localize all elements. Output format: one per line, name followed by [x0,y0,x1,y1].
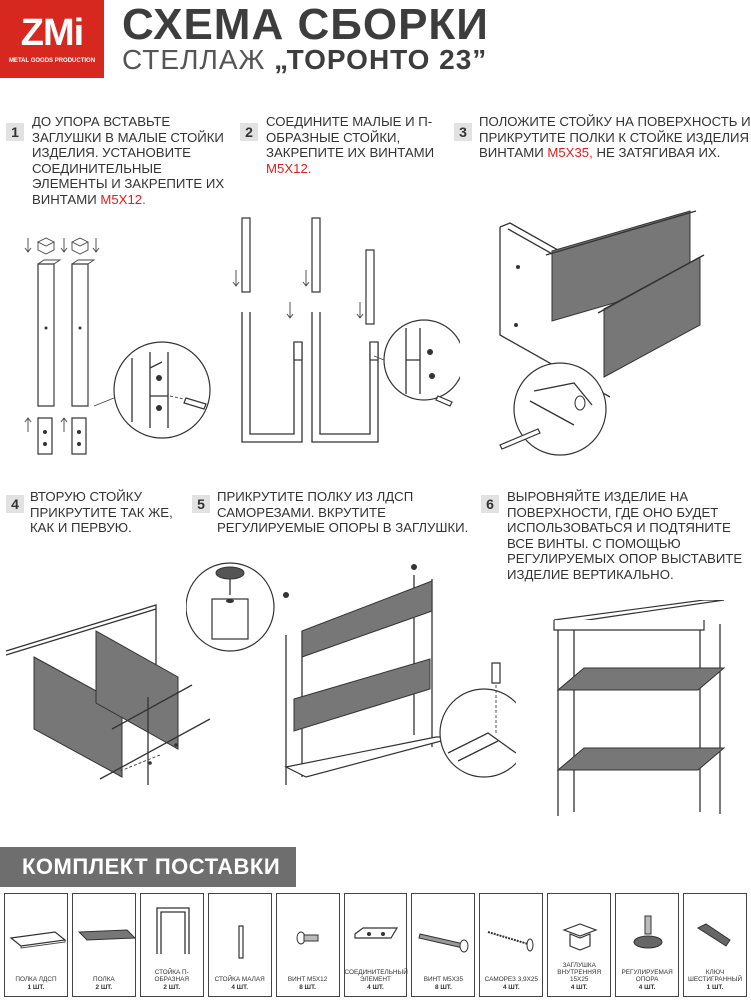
mesh-shelf-icon [73,894,137,964]
subtitle-name: „ТОРОНТО 23” [274,44,488,75]
shelf-board [554,600,724,622]
kit-item-qty: 1 ШТ. [27,983,45,991]
u-post-icon [141,894,205,964]
step-2-text [266,114,446,176]
kit-item-qty: 8 ШТ. [299,983,316,991]
screw-icon [492,663,500,683]
step-6-illustration [548,600,738,820]
shelf-mesh [558,668,724,690]
kit-item-shelf [72,893,136,997]
step-5-illustration [186,555,516,815]
kit-list [4,893,747,997]
step-3-body-after: НЕ ЗАТЯГИВАЯ ИХ. [596,145,721,160]
kit-item-name: СОЕДИНИТЕЛЬНЫЙ ЭЛЕМЕНТ [344,969,408,984]
logo-subtitle: METAL GOODS PRODUCTION [8,58,96,64]
step-1-number: 1 [6,123,24,141]
kit-item-connector [344,893,408,997]
kit-item-screw-m5x35 [411,893,475,997]
kit-item-name: ЗАГЛУШКА ВНУТРЕННЯЯ 15X25 [557,961,602,984]
self-tapping-screw-icon [480,894,544,964]
kit-item-qty: 2 ШТ. [163,983,181,991]
logo-text: ZMi [20,12,84,54]
shelf-mesh [294,659,430,731]
adjustable-foot-icon [616,894,680,964]
kit-item-inner-cap [547,893,611,997]
shelf-mesh [302,581,432,657]
small-post-icon [209,894,273,964]
cap-icon [72,238,88,254]
step-3-highlight: M5X35, [547,145,593,160]
kit-item-qty: 8 ШТ. [435,983,452,991]
screw-m5x35-icon [412,894,476,964]
kit-item-name: ПОЛКА ЛДСП [15,976,57,984]
kit-item-qty: 2 ШТ. [95,983,113,991]
kit-item-small-post [208,893,272,997]
step-1-illustration [20,228,230,468]
brand-logo [0,0,104,78]
kit-item-name: СТОЙКА МАЛАЯ [214,976,265,984]
step-3-body: ПОЛОЖИТЕ СТОЙКУ НА ПОВЕРХНОСТЬ И ПРИКРУТИТЕ ПОЛКИ К СТОЙКЕ ИЗДЕЛИЯ ВИНТАМИ [479,114,751,160]
kit-item-name: ВИНТ M5X35 [423,976,464,984]
kit-item-screw-m5x12 [276,893,340,997]
step-4-number: 4 [6,495,24,513]
step-1-highlight: M5X12. [100,191,146,207]
kit-item-qty: 4 ШТ. [502,983,520,991]
inner-cap-icon [548,894,612,964]
step-2-highlight: M5X12. [266,160,312,176]
kit-item-ldsp-shelf [4,893,68,997]
kit-item-name: САМОРЕЗ 3,9X25 [484,976,538,984]
step-6-number: 6 [481,495,499,513]
kit-item-name: РЕГУЛИРУЕМАЯ ОПОРА [621,969,673,984]
kit-item-hex-key [683,893,747,997]
page-title: СХЕМА СБОРКИ [122,0,489,49]
kit-title: КОМПЛЕКТ ПОСТАВКИ [0,847,296,887]
step-4-text: ВТОРУЮ СТОЙКУ ПРИКРУТИТЕ ТАК ЖЕ, КАК И ПЕРВУЮ. [30,489,173,535]
kit-item-name: ПОЛКА [93,976,115,984]
step-3-illustration [490,205,740,470]
kit-item-name: СТОЙКА П-ОБРАЗНАЯ [154,969,190,984]
hex-key-icon [684,894,748,964]
kit-item-self-tapping-screw [479,893,543,997]
step-5-text: ПРИКРУТИТЕ ПОЛКУ ИЗ ЛДСП САМОРЕЗАМИ. ВКРУТИТЕ РЕГУЛИРУЕМЫЕ ОПОРЫ В ЗАГЛУШКИ. [217,489,469,535]
step-3-text [479,114,751,161]
screw-icon [436,396,452,406]
kit-item-name: ВИНТ M5X12 [287,976,328,984]
kit-item-qty: 4 ШТ. [367,983,384,991]
kit-item-qty: 4 ШТ. [570,983,588,991]
step-2-illustration [210,210,460,460]
kit-item-qty: 4 ШТ. [638,983,656,991]
screw-m5x12-icon [277,894,341,964]
ldsp-shelf-icon [5,894,69,964]
cap-icon [38,238,54,254]
step-3-number: 3 [454,123,472,141]
kit-item-adjustable-foot [615,893,679,997]
kit-item-qty: 4 ШТ. [231,983,249,991]
step-2-body: СОЕДИНИТЕ МАЛЫЕ И П-ОБРАЗНЫЕ СТОЙКИ, ЗАКРЕПИТЕ ИХ ВИНТАМИ [266,114,435,160]
shelf-mesh [558,748,724,770]
step-1-body: ДО УПОРА ВСТАВЬТЕ ЗАГЛУШКИ В МАЛЫЕ СТОЙКИ ИЗДЕЛИЯ. УСТАНОВИТЕ СОЕДИНИТЕЛЬНЫЕ ЭЛЕМЕНТЫ И ЗАКРЕПИТЕ ИХ ВИНТАМИ [32,114,225,207]
kit-item-name: КЛЮЧ ШЕСТИГРАННЫЙ [687,969,743,984]
step-5-number: 5 [192,495,210,513]
shelf-board [286,737,456,777]
subtitle-prefix: СТЕЛЛАЖ [122,44,266,75]
page-subtitle [122,44,487,76]
step-6-text: ВЫРОВНЯЙТЕ ИЗДЕЛИЕ НА ПОВЕРХНОСТИ, ГДЕ ОНО БУДЕТ ИСПОЛЬЗОВАТЬСЯ И ПОДТЯНИТЕ ВСЕ ВИНТЫ. С ПОМОЩЬЮ РЕГУЛИРУЕМЫХ ОПОР ВЫСТАВИТЕ ИЗДЕЛИЕ ВЕРТИКАЛЬНО. [507,489,743,582]
kit-item-u-post [140,893,204,997]
kit-item-qty: 1 ШТ. [706,983,724,991]
step-1-text [32,114,232,207]
connector-icon [345,894,409,964]
step-2-number: 2 [240,123,258,141]
